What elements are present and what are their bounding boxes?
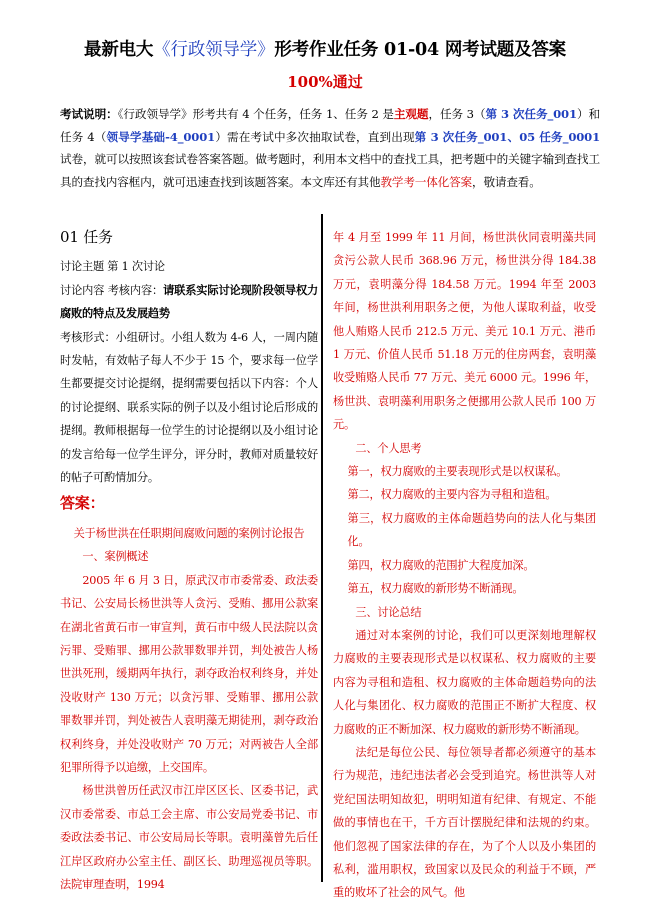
- discussion-content: [60, 279, 318, 326]
- instructions-text: ，敬请查看。: [472, 174, 541, 189]
- section-heading: 二、个人思考: [355, 441, 422, 455]
- thought-point: 第二，权力腐败的主要内容为寻租和造租。: [347, 488, 557, 502]
- exam-instructions: [60, 103, 600, 193]
- left-column: [60, 226, 318, 896]
- answer-label: 答案：: [60, 494, 105, 513]
- target-papers: 第 3 次任务_001、05 任务_0001: [414, 129, 601, 144]
- section-heading: 一、案例概述: [82, 550, 149, 564]
- column-divider: [321, 214, 323, 882]
- instructions-text: ，任务 3（: [428, 107, 486, 121]
- case-paragraph: 2005 年 6 月 3 日，原武汉市市委常委、政法委书记、公安局长杨世洪等人贪污、受贿、挪用公款案在湖北省黄石市一审宣判，黄石市中级人民法院以贪污罪、受贿罪、挪用公款罪数罪并罚，判处被告人杨世洪死刑，缓期两年执行，剥夺政治权利终身，并处没收财产 130 万元；以贪污罪、受贿罪、挪用公款罪数罪并罚，判处被告人袁明藻无期徒刑，剥夺政治权利终身，并处没收财产 70 万元；对两被告人全部犯罪所得予以追缴，上交国库。: [60, 573, 318, 774]
- instructions-label: 考试说明：: [60, 107, 118, 121]
- report-title: 关于杨世洪在任职期间腐败问题的案例讨论报告: [73, 526, 305, 540]
- summary-paragraph: 法纪是每位公民、每位领导者都必须遵守的基本行为规范，违纪违法者必会受到追究。杨世洪等人对党纪国法明知故犯，明明知道有纪律、有规定、不能做的事情也在干，千方百计摆脱纪律和法规的约束。他们忽视了国家法律的存在，为了个人以及小集团的私利，滥用职权，致国家以及民众的利益于不顾，严重的败坏了社会的风气。他: [333, 745, 596, 900]
- summary-paragraph: 通过对本案例的讨论，我们可以更深刻地理解权力腐败的主要表现形式是以权谋私、权力腐败的主要内容为寻租和造租、权力腐败的主体命题趋势向的法人化与集团化、权力腐败的范围正不断扩大程度、权力腐败的正不断加深、权力腐败的新形势不断涌现。: [333, 628, 596, 736]
- title-book-name: 《行政领导学》: [153, 40, 275, 60]
- instructions-text: ）和任务 4（: [60, 107, 600, 144]
- pass-rate-subtitle: 100%通过: [287, 73, 363, 91]
- content-question: 请联系实际讨论现阶段领导权力腐败的特点及发展趋势: [60, 282, 319, 321]
- instructions-text: ）需在考试中多次抽取试卷，直到出现: [215, 129, 415, 144]
- thought-point: 第一，权力腐败的主要表现形式是以权谋私。: [347, 465, 568, 479]
- discussion-topic: 讨论主题 第 1 次讨论: [60, 260, 165, 274]
- instructions-text: 试卷，就可以按照该套试卷答案答题。做考题时，利用本文档中的查找工具，把考题中的关键字输到查找工具的查找内容框内，就可迅速查找到该题答案。本文库还有其他: [60, 152, 600, 189]
- thought-point: 第三，权力腐败的主体命题趋势向的法人化与集团化。: [347, 511, 596, 549]
- title-suffix: 形考作业任务 01-04 网考试题及答案: [274, 40, 566, 60]
- case-paragraph: 杨世洪曾历任武汉市江岸区区长、区委书记，武汉市委常委、市总工会主席、市公安局党委书记、市委政法委书记、市公安局局长等职。袁明藻曾先后任江岸区政府办公室主任、副区长、助理巡视员等职。法院审理查明，1994: [60, 784, 318, 891]
- task4-code: 领导学基础-4_0001: [106, 129, 216, 144]
- case-paragraph: 年 4 月至 1999 年 11 月间，杨世洪伙同袁明藻共同贪污公款人民币 368.96 万元，杨世洪分得 184.38 万元，袁明藻分得 184.58 万元。1994 年至 2003 年间，杨世洪利用职务之便，为他人谋取利益，收受他人贿赂人民币 212.5 万元、美元 10.1 万元、港币 1 万元、价值人民币 51.18 万元的住房两套，袁明藻收受贿赂人民币 77 万元、美元 6000 元。1996 年，杨世洪、袁明藻利用职务之便挪用公款人民币 100 万元。: [333, 231, 596, 432]
- section-heading: 三、讨论总结: [355, 605, 422, 619]
- task3-code: 第 3 次任务_001: [485, 107, 577, 121]
- subjective-highlight: 主观题: [393, 107, 429, 121]
- thought-point: 第五，权力腐败的新形势不断涌现。: [347, 582, 524, 596]
- title-prefix: 最新电大: [84, 40, 154, 60]
- task-heading: 01 任务: [60, 228, 113, 246]
- document-title: [0, 36, 650, 61]
- instructions-text: 《行政领导学》形考共有 4 个任务，任务 1、任务 2 是: [117, 107, 394, 121]
- right-column: [333, 226, 596, 905]
- other-answers-link-text: 教学考一体化答案: [380, 174, 472, 189]
- assessment-form: 考核形式：小组研讨。小组人数为 4-6 人，一周内随时发帖，有效帖子每人不少于 15 个，要求每一位学生都要提交讨论提纲，提纲需要包括以下内容：个人的讨论提纲、联系实际的例子以及小组讨论后形成的提纲。教师根据每一位学生的讨论提纲以及小组讨论的发言给每一位学生评分，评分时，教师对质量较好的帖子可酌情加分。: [60, 330, 318, 485]
- thought-point: 第四，权力腐败的范围扩大程度加深。: [347, 558, 535, 572]
- content-label: 讨论内容 考核内容：: [60, 283, 164, 297]
